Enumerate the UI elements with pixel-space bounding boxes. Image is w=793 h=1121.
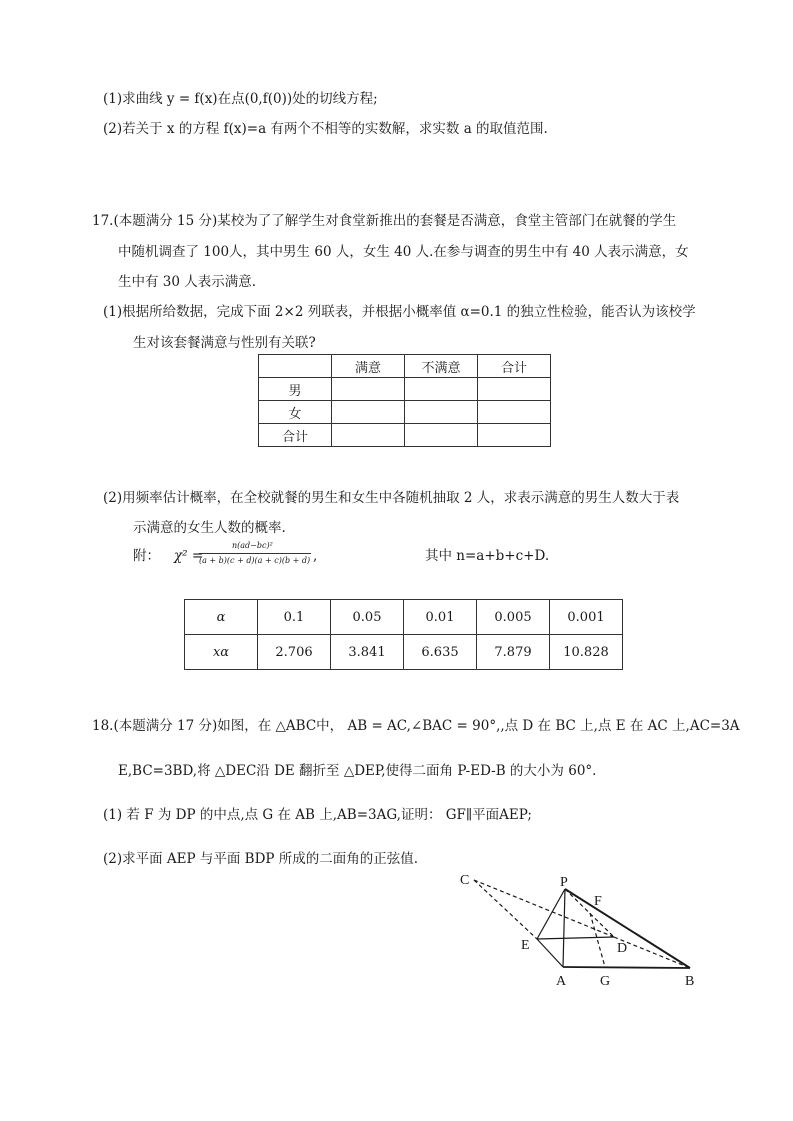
table-header-cell: 合计	[478, 355, 551, 378]
x-value: 10.828	[550, 635, 623, 670]
edge-PB	[565, 889, 690, 968]
row-label: 合计	[259, 424, 332, 447]
label-A: A	[556, 974, 567, 989]
alpha-value: 0.05	[331, 600, 404, 635]
label-E: E	[521, 938, 530, 953]
x-alpha-label: xα	[185, 635, 258, 670]
q16-part1: (1)求曲线 y = f(x)在点(0,f(0))处的切线方程;	[103, 91, 378, 107]
row-label: 女	[259, 401, 332, 424]
label-C: C	[460, 873, 470, 888]
formula-denominator: (a + b)(c + d)(a + c)(b + d)	[199, 556, 311, 565]
q17-part2-line2: 示满意的女生人数的概率.	[133, 520, 286, 536]
edge-AB	[563, 967, 690, 968]
alpha-value: 0.1	[258, 600, 331, 635]
label-G: G	[600, 974, 611, 989]
row-label: 男	[259, 378, 332, 401]
q17-stem-line1: 17.(本题满分 15 分)某校为了了解学生对食堂新推出的套餐是否满意，食堂主管部门在就餐的学生	[92, 213, 677, 229]
label-P: P	[560, 875, 568, 890]
q17-stem-line2: 中随机调查了 100人，其中男生 60 人，女生 40 人.在参与调查的男生中有 40 人表示满意，女	[118, 244, 689, 260]
q17-part1-line1: (1)根据所给数据，完成下面 2×2 列联表，并根据小概率值 α=0.1 的独立性检验，能否认为该校学	[103, 304, 696, 320]
q18-part1: (1) 若 F 为 DP 的中点,点 G 在 AB 上,AB=3AG,证明： GF∥平面AEP;	[103, 807, 532, 823]
label-B: B	[685, 974, 695, 989]
q18-stem-line2: E,BC=3BD,将 △DEC沿 DE 翻折至 △DEP,使得二面角 P-ED-B 的大小为 60°.	[118, 763, 597, 779]
edge-PD	[565, 889, 614, 937]
edge-PE	[537, 889, 565, 939]
edge-CE	[474, 880, 537, 939]
x-value: 6.635	[404, 635, 477, 670]
note-label: 附：	[133, 548, 160, 564]
edge-EA	[537, 939, 563, 967]
edge-CD	[474, 880, 614, 937]
alpha-label: α	[185, 600, 258, 635]
edge-ED	[537, 937, 614, 939]
q18-stem-line1: 18.(本题满分 17 分)如图，在 △ABC中， AB = AC,∠BAC = 90°,,点 D 在 BC 上,点 E 在 AC 上,AC=3A	[92, 718, 740, 734]
formula-numerator: n(ad−bc)²	[232, 541, 273, 550]
formula-where: 其中 n=a+b+c+D.	[425, 548, 550, 564]
q17-stem-line3: 生中有 30 人表示满意.	[118, 274, 257, 290]
label-D: D	[617, 941, 628, 956]
edge-PA	[563, 889, 565, 967]
x-value: 7.879	[477, 635, 550, 670]
alpha-value: 0.001	[550, 600, 623, 635]
alpha-value: 0.01	[404, 600, 477, 635]
alpha-value: 0.005	[477, 600, 550, 635]
q18-part2: (2)求平面 AEP 与平面 BDP 所成的二面角的正弦值.	[103, 851, 419, 867]
q17-part1-line2: 生对该套餐满意与性别有关联?	[133, 335, 316, 351]
label-F: F	[594, 894, 602, 909]
table-header-cell: 满意	[332, 355, 405, 378]
formula-comma: ,	[313, 548, 318, 564]
q17-part2-line1: (2)用频率估计概率，在全校就餐的男生和女生中各随机抽取 2 人，求表示满意的男生人数大于表	[103, 490, 680, 506]
x-value: 3.841	[331, 635, 404, 670]
chi-square-symbol: χ² =	[174, 548, 204, 564]
x-value: 2.706	[258, 635, 331, 670]
table-header-cell: 不满意	[405, 355, 478, 378]
q16-part2: (2)若关于 x 的方程 f(x)=a 有两个不相等的实数解，求实数 a 的取值范围.	[103, 121, 548, 137]
